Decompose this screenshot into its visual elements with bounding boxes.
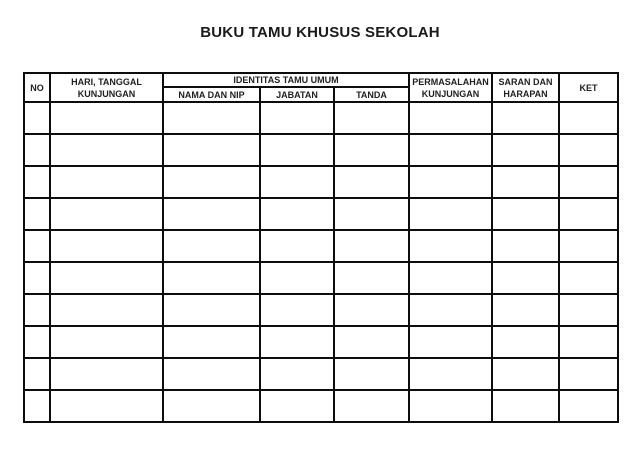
table-cell [24,358,50,390]
col-header-no: NO [24,73,50,102]
table-row [24,230,618,262]
table-row [24,198,618,230]
table-cell [260,358,334,390]
table-cell [260,134,334,166]
col-header-ket: KET [559,73,618,102]
table-cell [50,262,163,294]
col-header-nama-dan-nip: NAMA DAN NIP [163,87,260,102]
col-header-identitas-tamu-umum: IDENTITAS TAMU UMUM [163,73,409,87]
table-cell [559,166,618,198]
table-cell [334,294,409,326]
table-cell [260,198,334,230]
col-header-hari-line1: HARI, TANGGAL [71,76,142,87]
table-cell [559,358,618,390]
table-cell [334,358,409,390]
table-cell [559,198,618,230]
table-cell [492,294,559,326]
table-cell [409,358,492,390]
table-row [24,262,618,294]
table-cell [559,294,618,326]
table-cell [24,262,50,294]
table-cell [260,326,334,358]
table-cell [50,294,163,326]
table-cell [50,134,163,166]
table-cell [50,390,163,422]
col-header-saran-line2: HARAPAN [503,88,548,99]
col-header-saran-dan-harapan [492,73,559,102]
table-cell [334,166,409,198]
table-cell [24,390,50,422]
table-cell [260,166,334,198]
table-cell [409,166,492,198]
table-cell [492,390,559,422]
table-cell [334,262,409,294]
table-cell [559,102,618,134]
table-cell [50,102,163,134]
table-cell [492,262,559,294]
table-body [24,102,618,422]
table-cell [334,230,409,262]
table-cell [492,198,559,230]
col-header-hari-line2: KUNJUNGAN [77,88,136,99]
table-cell [24,230,50,262]
table-row [24,134,618,166]
table-cell [260,294,334,326]
table-cell [409,198,492,230]
table-cell [24,102,50,134]
table-cell [409,134,492,166]
table-cell [163,166,260,198]
table-cell [334,326,409,358]
table-cell [559,230,618,262]
table-cell [492,326,559,358]
table-row [24,358,618,390]
table-cell [559,134,618,166]
table-cell [163,358,260,390]
table-cell [24,326,50,358]
table-cell [559,326,618,358]
table-cell [163,294,260,326]
table-row [24,102,618,134]
table-cell [492,166,559,198]
table-cell [50,198,163,230]
table-cell [334,390,409,422]
table-cell [492,102,559,134]
table-cell [163,262,260,294]
table-cell [409,294,492,326]
table-cell [409,262,492,294]
col-header-saran-line1: SARAN DAN [498,76,553,87]
table-cell [334,102,409,134]
table-cell [409,230,492,262]
table-cell [409,102,492,134]
table-cell [24,166,50,198]
table-cell [24,294,50,326]
table-cell [50,230,163,262]
table-cell [50,166,163,198]
table-cell [492,230,559,262]
table-cell [559,390,618,422]
table-cell [334,198,409,230]
table-header [24,73,618,102]
table-row [24,166,618,198]
table-row [24,326,618,358]
table-cell [163,102,260,134]
table-cell [163,326,260,358]
page-title: BUKU TAMU KHUSUS SEKOLAH [200,24,440,41]
table-cell [24,198,50,230]
table-cell [24,134,50,166]
table-cell [163,230,260,262]
col-header-permasalahan-line1: PERMASALAHAN [412,76,489,87]
col-header-hari-tanggal-kunjungan [50,73,163,102]
table-cell [492,358,559,390]
table-cell [163,390,260,422]
guestbook-table [23,72,619,423]
table-row [24,390,618,422]
table-cell [260,390,334,422]
header-row-top [24,73,618,87]
table-cell [50,358,163,390]
table-cell [492,134,559,166]
table-cell [409,326,492,358]
table-cell [163,198,260,230]
col-header-permasalahan-line2: KUNJUNGAN [421,88,480,99]
table-cell [260,102,334,134]
col-header-jabatan: JABATAN [260,87,334,102]
table-cell [260,262,334,294]
table-cell [559,262,618,294]
col-header-permasalahan-kunjungan [409,73,492,102]
table-cell [409,390,492,422]
table-cell [163,134,260,166]
table-cell [334,134,409,166]
table-row [24,294,618,326]
table-cell [50,326,163,358]
col-header-tanda: TANDA [334,87,409,102]
table-cell [260,230,334,262]
